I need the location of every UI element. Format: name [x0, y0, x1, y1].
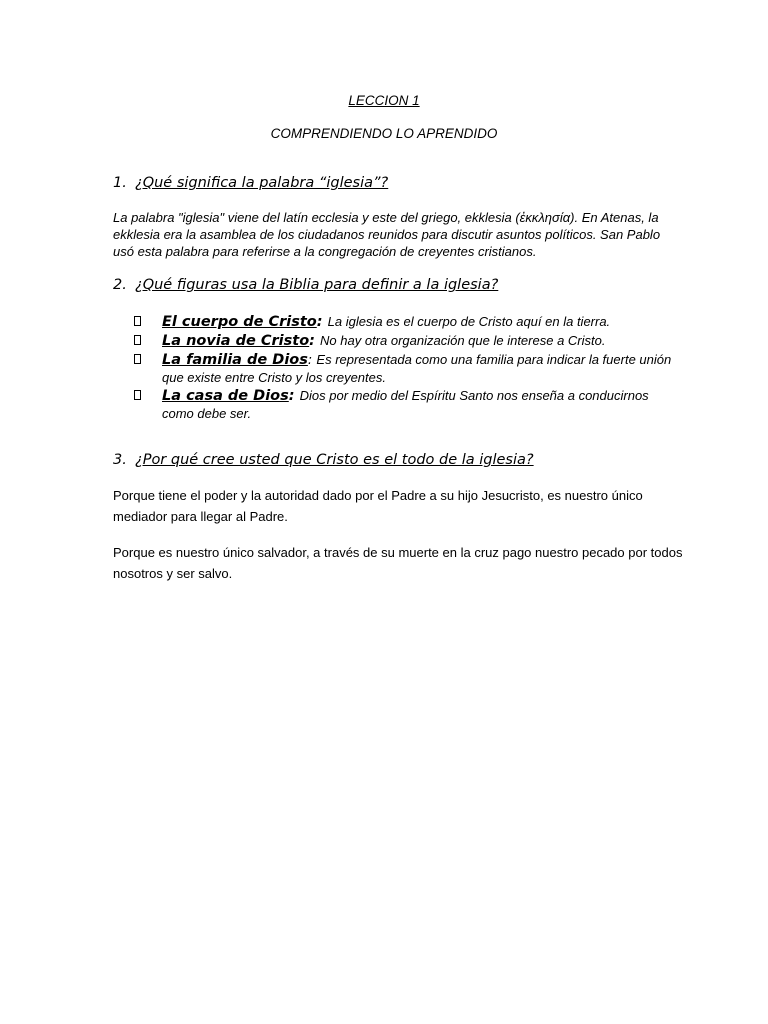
figure-description: Es representada como una familia para indicar la fuerte unión que existe entre Cristo y los creyentes. [162, 352, 672, 385]
question-3 [113, 452, 534, 468]
question-text: ¿Qué figuras usa la Biblia para definir a la iglesia? [135, 277, 499, 293]
question-number: 2. [113, 277, 127, 293]
answer-3-paragraph-2: Porque es nuestro único salvador, a través de su muerte en la cruz pago nuestro pecado por todos nosotros y ser salvo. [113, 545, 683, 581]
figure-term: La familia de Dios [162, 352, 308, 368]
list-item: La familia de Dios: Es representada como una familia para indicar la fuerte unión que existe entre Cristo y los creyentes. [134, 351, 684, 386]
bullet-box-icon [134, 390, 141, 400]
figure-term: El cuerpo de Cristo [162, 314, 317, 330]
figure-description: No hay otra organización que le interese a Cristo. [320, 333, 606, 348]
question-text: ¿Qué significa la palabra “iglesia”? [135, 175, 389, 191]
bullet-box-icon [134, 335, 141, 345]
bullet-box-icon [134, 354, 141, 364]
question-2 [113, 277, 498, 293]
answer-1: La palabra "iglesia" viene del latín ecclesia y este del griego, ekklesia (ἐκκλησία). En Atenas, la ekklesia era la asamblea de los ciudadanos reunidos para discutir asuntos políticos. San Pablo usó esta palabra para referirse a la congregación de creyentes cristianos. [113, 210, 661, 259]
list-item: El cuerpo de Cristo: La iglesia es el cuerpo de Cristo aquí en la tierra. [134, 313, 684, 331]
figure-description: Dios por medio del Espíritu Santo nos enseña a conducirnos como debe ser. [162, 388, 649, 421]
lesson-subtitle: COMPRENDIENDO LO APRENDIDO [270, 126, 498, 141]
list-item: La casa de Dios: Dios por medio del Espíritu Santo nos enseña a conducirnos como debe ser. [134, 387, 684, 422]
question-1 [113, 175, 388, 191]
figure-description: La iglesia es el cuerpo de Cristo aquí en la tierra. [327, 314, 611, 329]
question-number: 1. [113, 175, 127, 191]
bullet-box-icon [134, 316, 141, 326]
figure-term: La casa de Dios [162, 388, 289, 404]
list-item: La novia de Cristo: No hay otra organización que le interese a Cristo. [134, 332, 684, 350]
lesson-title: LECCION 1 [348, 93, 420, 108]
question-text: ¿Por qué cree usted que Cristo es el todo de la iglesia? [135, 452, 534, 468]
answer-3-paragraph-1: Porque tiene el poder y la autoridad dado por el Padre a su hijo Jesucristo, es nuestro único mediador para llegar al Padre. [113, 488, 643, 524]
figures-list [134, 313, 684, 423]
question-number: 3. [113, 452, 127, 468]
figure-term: La novia de Cristo [162, 333, 310, 349]
